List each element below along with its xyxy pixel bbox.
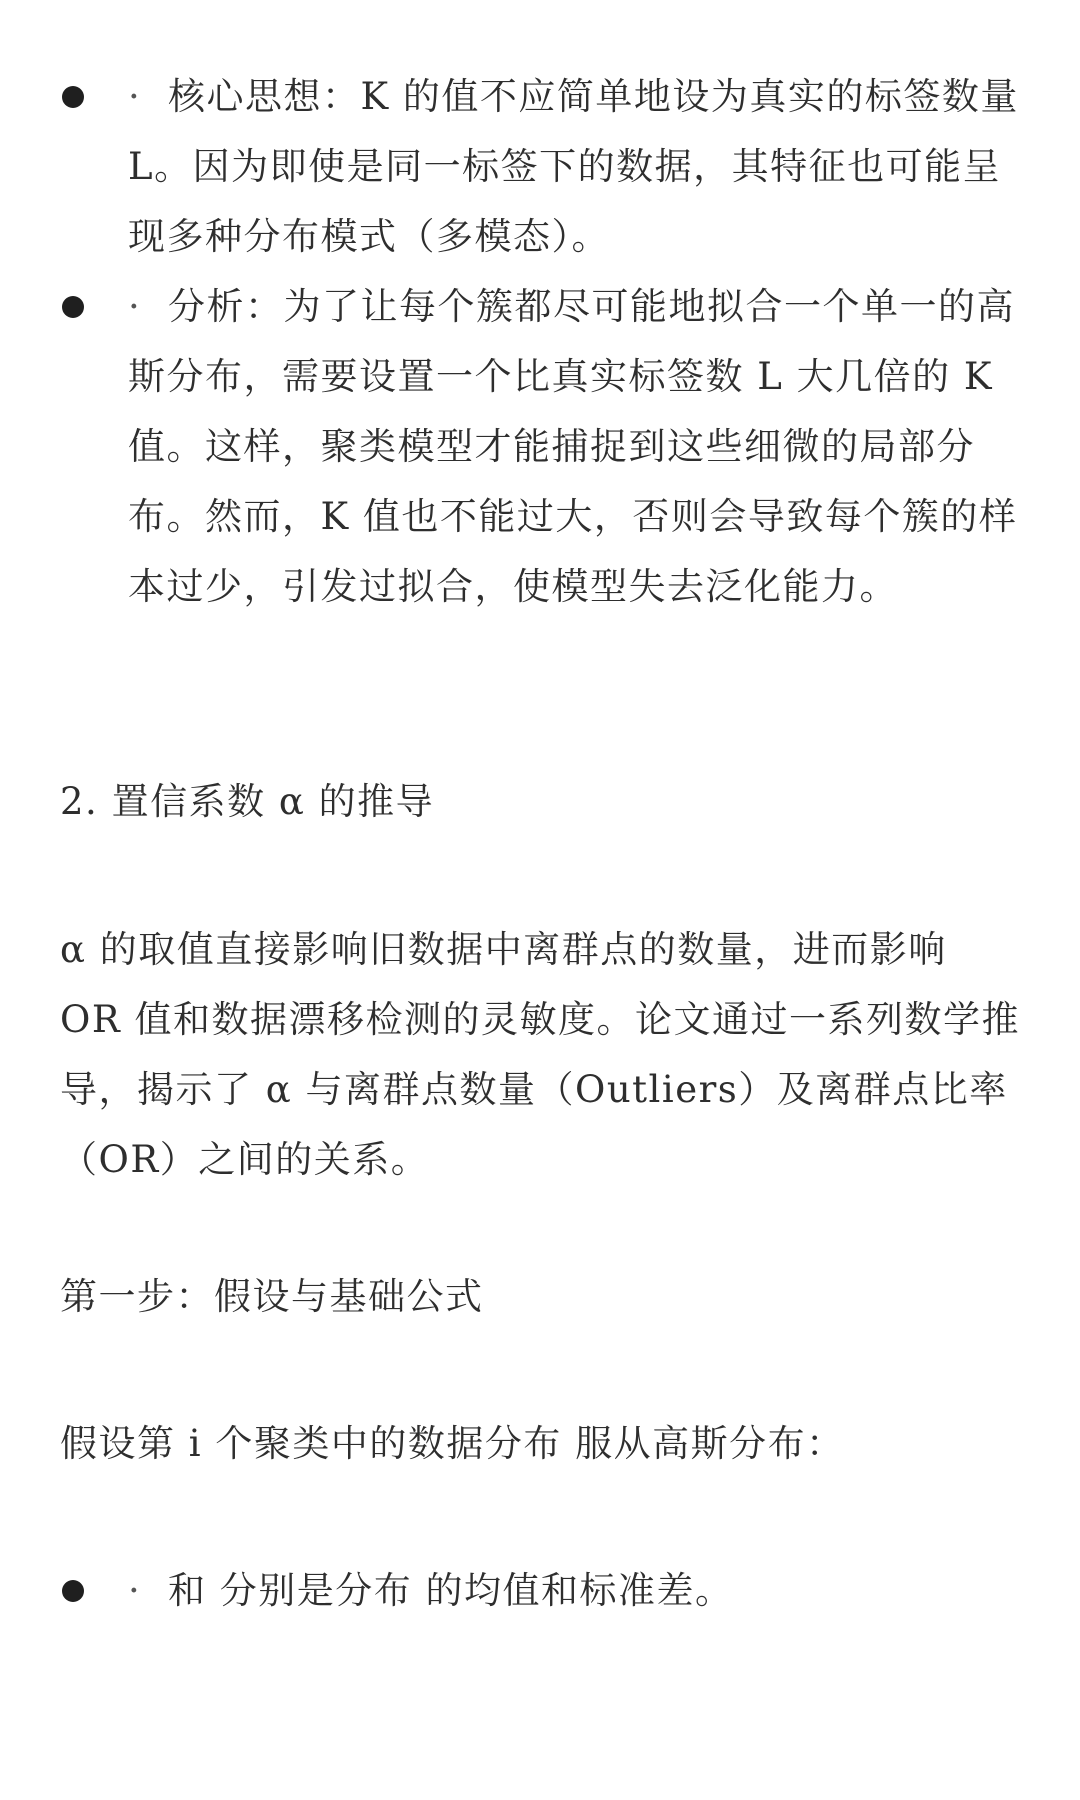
list-item-content: 核心思想：K 的值不应简单地设为真实的标签数量 L。因为即使是同一标签下的数据，其特征也可能呈现多种分布模式（多模态）。: [128, 75, 1019, 258]
list-item: [0, 272, 1080, 692]
bullet-icon: [62, 1580, 84, 1602]
step-heading: 第一步：假设与基础公式: [60, 1275, 484, 1318]
list-item-content: 和 分别是分布 的均值和标准差。: [168, 1569, 734, 1612]
bullet-icon: [62, 86, 84, 108]
list-item-text: [128, 62, 1028, 272]
list-item-text: [128, 1556, 1028, 1626]
mid-dot-marker: ·: [128, 75, 142, 118]
mid-dot-marker: ·: [128, 285, 142, 328]
list-item-text: [128, 272, 1028, 622]
list-item-content: 分析：为了让每个簇都尽可能地拟合一个单一的高斯分布，需要设置一个比真实标签数 L 大几倍的 K 值。这样，聚类模型才能捕捉到这些细微的局部分布。然而，K 值也不能过大，否则会导致每个簇的样本过少，引发过拟合，使模型失去泛化能力。: [128, 285, 1018, 608]
assumption-paragraph: 假设第 i 个聚类中的数据分布 服从高斯分布：: [60, 1422, 845, 1465]
mid-dot-marker: ·: [128, 1569, 142, 1612]
list-item: [0, 1556, 1080, 1636]
intro-paragraph: α 的取值直接影响旧数据中离群点的数量，进而影响 OR 值和数据漂移检测的灵敏度。论文通过一系列数学推导，揭示了 α 与离群点数量（Outliers）及离群点比率（OR）之间的关系。: [60, 928, 1020, 1181]
bullet-icon: [62, 296, 84, 318]
list-item: [0, 62, 1080, 262]
section-heading: 2. 置信系数 α 的推导: [60, 780, 435, 823]
